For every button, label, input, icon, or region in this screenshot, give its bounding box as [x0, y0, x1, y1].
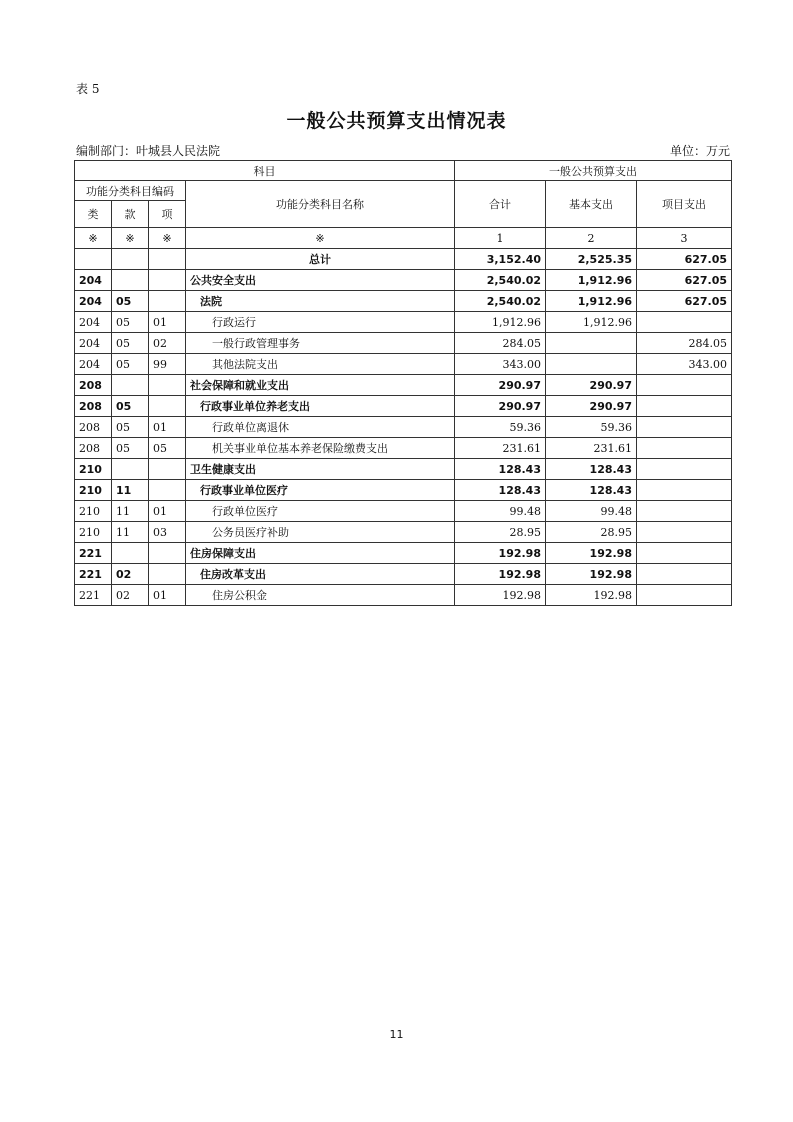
dept-label: 编制部门：叶城县人民法院: [76, 144, 221, 158]
cell-project: [637, 375, 732, 396]
cell-basic: 28.95: [546, 522, 637, 543]
cell-project: [637, 312, 732, 333]
cell-xiang: [149, 249, 186, 270]
header-budget-group: 一般公共预算支出: [455, 161, 732, 181]
cell-project: [637, 438, 732, 459]
cell-total: 99.48: [455, 501, 546, 522]
cell-xiang: [149, 564, 186, 585]
page-number: 11: [389, 1028, 404, 1041]
cell-project: 627.05: [637, 249, 732, 270]
cell-kuan: 05: [112, 417, 149, 438]
cell-lei: 210: [75, 501, 112, 522]
header-lei: 类: [75, 201, 112, 228]
cell-lei: 221: [75, 543, 112, 564]
cell-total: 290.97: [455, 396, 546, 417]
cell-name: 住房改革支出: [186, 564, 455, 585]
cell-lei: 221: [75, 585, 112, 606]
table-number: 表 5: [76, 82, 100, 96]
cell-xiang: 01: [149, 585, 186, 606]
table-row: [75, 333, 732, 354]
cell-kuan: 05: [112, 354, 149, 375]
cell-kuan: 05: [112, 333, 149, 354]
cell-project: [637, 417, 732, 438]
cell-total: 343.00: [455, 354, 546, 375]
table-row: [75, 417, 732, 438]
cell-basic: 192.98: [546, 564, 637, 585]
cell-total: 3,152.40: [455, 249, 546, 270]
cell-name: 住房保障支出: [186, 543, 455, 564]
cell-basic: 59.36: [546, 417, 637, 438]
table-row: [75, 354, 732, 375]
cell-kuan: 11: [112, 501, 149, 522]
cell-kuan: [112, 375, 149, 396]
cell-total: 290.97: [455, 375, 546, 396]
table-row: [75, 375, 732, 396]
table-row: [75, 438, 732, 459]
cell-lei: 204: [75, 312, 112, 333]
cell-xiang: [149, 480, 186, 501]
cell-basic: 1,912.96: [546, 291, 637, 312]
unit-label: 单位：万元: [669, 144, 730, 158]
cell-total: 2,540.02: [455, 270, 546, 291]
cell-name: 行政运行: [186, 312, 455, 333]
cell-kuan: 05: [112, 291, 149, 312]
table-row: [75, 249, 732, 270]
cell-total: 192.98: [455, 585, 546, 606]
cell-project: 284.05: [637, 333, 732, 354]
cell-kuan: [112, 270, 149, 291]
cell-xiang: 01: [149, 501, 186, 522]
cell-xiang: [149, 375, 186, 396]
index-mark: ※: [149, 228, 186, 249]
cell-total: 284.05: [455, 333, 546, 354]
cell-name: 社会保障和就业支出: [186, 375, 455, 396]
table-row: [75, 522, 732, 543]
cell-lei: 210: [75, 459, 112, 480]
cell-xiang: 01: [149, 312, 186, 333]
cell-kuan: 05: [112, 438, 149, 459]
table-row: [75, 396, 732, 417]
header-total: 合计: [455, 181, 546, 228]
index-1: 1: [455, 228, 546, 249]
cell-kuan: [112, 459, 149, 480]
cell-basic: 1,912.96: [546, 270, 637, 291]
table-row: [75, 291, 732, 312]
cell-name: 行政单位医疗: [186, 501, 455, 522]
cell-project: [637, 585, 732, 606]
table-row: [75, 585, 732, 606]
cell-kuan: 11: [112, 480, 149, 501]
header-row-1: [75, 161, 732, 181]
cell-name: 卫生健康支出: [186, 459, 455, 480]
cell-basic: 128.43: [546, 480, 637, 501]
budget-table: [74, 160, 732, 606]
cell-basic: 2,525.35: [546, 249, 637, 270]
header-index-row: [75, 228, 732, 249]
cell-xiang: [149, 396, 186, 417]
cell-lei: 210: [75, 522, 112, 543]
cell-project: [637, 396, 732, 417]
header-kuan: 款: [112, 201, 149, 228]
cell-xiang: [149, 291, 186, 312]
cell-project: [637, 543, 732, 564]
cell-kuan: 02: [112, 564, 149, 585]
cell-name: 行政事业单位养老支出: [186, 396, 455, 417]
cell-kuan: [112, 543, 149, 564]
cell-total: 192.98: [455, 564, 546, 585]
index-mark: ※: [186, 228, 455, 249]
cell-name: 其他法院支出: [186, 354, 455, 375]
cell-total: 59.36: [455, 417, 546, 438]
cell-project: [637, 501, 732, 522]
cell-basic: 192.98: [546, 585, 637, 606]
cell-name: 行政事业单位医疗: [186, 480, 455, 501]
index-2: 2: [546, 228, 637, 249]
header-basic: 基本支出: [546, 181, 637, 228]
index-mark: ※: [112, 228, 149, 249]
table-row: [75, 543, 732, 564]
cell-xiang: [149, 543, 186, 564]
cell-basic: 290.97: [546, 396, 637, 417]
cell-xiang: [149, 459, 186, 480]
cell-name: 公共安全支出: [186, 270, 455, 291]
cell-project: [637, 564, 732, 585]
cell-xiang: 05: [149, 438, 186, 459]
cell-name: 法院: [186, 291, 455, 312]
cell-lei: 204: [75, 333, 112, 354]
header-code-group: 功能分类科目编码: [75, 181, 186, 201]
cell-lei: 204: [75, 354, 112, 375]
cell-xiang: 99: [149, 354, 186, 375]
cell-lei: 208: [75, 438, 112, 459]
cell-project: 343.00: [637, 354, 732, 375]
cell-name: 住房公积金: [186, 585, 455, 606]
page-title: 一般公共预算支出情况表: [286, 110, 507, 132]
cell-kuan: 05: [112, 396, 149, 417]
cell-total: 128.43: [455, 480, 546, 501]
cell-kuan: 05: [112, 312, 149, 333]
cell-lei: 210: [75, 480, 112, 501]
cell-xiang: 02: [149, 333, 186, 354]
cell-project: [637, 480, 732, 501]
cell-lei: [75, 249, 112, 270]
cell-total: 2,540.02: [455, 291, 546, 312]
cell-basic: [546, 354, 637, 375]
cell-lei: 208: [75, 417, 112, 438]
header-row-2: [75, 181, 732, 201]
cell-project: 627.05: [637, 270, 732, 291]
index-mark: ※: [75, 228, 112, 249]
cell-lei: 208: [75, 375, 112, 396]
cell-total: 1,912.96: [455, 312, 546, 333]
cell-xiang: 01: [149, 417, 186, 438]
cell-lei: 204: [75, 291, 112, 312]
cell-total: 128.43: [455, 459, 546, 480]
cell-name: 一般行政管理事务: [186, 333, 455, 354]
header-xiang: 项: [149, 201, 186, 228]
header-name-col: 功能分类科目名称: [186, 181, 455, 228]
cell-kuan: 02: [112, 585, 149, 606]
table-row: [75, 312, 732, 333]
cell-project: [637, 459, 732, 480]
table-row: [75, 270, 732, 291]
cell-name: 机关事业单位基本养老保险缴费支出: [186, 438, 455, 459]
cell-lei: 204: [75, 270, 112, 291]
cell-project: 627.05: [637, 291, 732, 312]
cell-xiang: 03: [149, 522, 186, 543]
header-project: 项目支出: [637, 181, 732, 228]
cell-kuan: [112, 249, 149, 270]
table-row: [75, 501, 732, 522]
table-row: [75, 480, 732, 501]
table-row: [75, 459, 732, 480]
cell-total: 192.98: [455, 543, 546, 564]
cell-basic: 231.61: [546, 438, 637, 459]
cell-total: 28.95: [455, 522, 546, 543]
cell-name: 总计: [186, 249, 455, 270]
header-subject: 科目: [75, 161, 455, 181]
cell-basic: [546, 333, 637, 354]
cell-basic: 192.98: [546, 543, 637, 564]
cell-kuan: 11: [112, 522, 149, 543]
cell-name: 公务员医疗补助: [186, 522, 455, 543]
cell-lei: 208: [75, 396, 112, 417]
cell-basic: 1,912.96: [546, 312, 637, 333]
cell-project: [637, 522, 732, 543]
cell-total: 231.61: [455, 438, 546, 459]
cell-lei: 221: [75, 564, 112, 585]
cell-name: 行政单位离退休: [186, 417, 455, 438]
index-3: 3: [637, 228, 732, 249]
table-row: [75, 564, 732, 585]
cell-basic: 290.97: [546, 375, 637, 396]
cell-basic: 99.48: [546, 501, 637, 522]
cell-xiang: [149, 270, 186, 291]
cell-basic: 128.43: [546, 459, 637, 480]
